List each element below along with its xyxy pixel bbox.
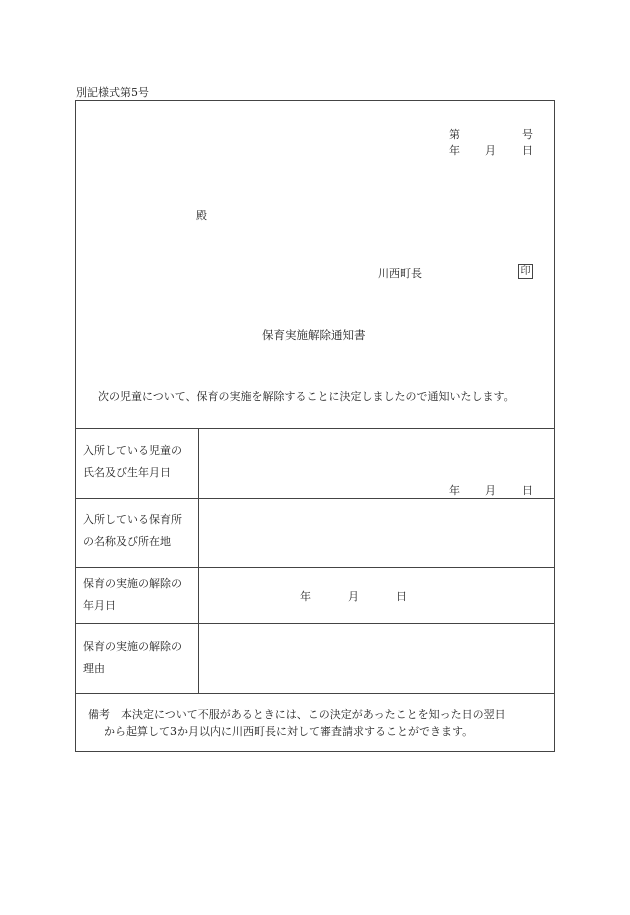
cancel-month: 月 xyxy=(348,590,359,603)
remarks-line1: 備考 本決定について不服があるときには、この決定があったことを知った日の翌日 xyxy=(88,708,506,721)
header-month: 月 xyxy=(485,144,496,157)
number-suffix: 号 xyxy=(522,128,533,141)
remarks-note xyxy=(88,706,506,740)
addressee-suffix: 殿 xyxy=(196,209,207,222)
row-nursery-label-line1: 入所している保育所 xyxy=(83,513,182,526)
header-year: 年 xyxy=(449,144,460,157)
number-prefix: 第 xyxy=(449,128,460,141)
table-top-border xyxy=(76,428,554,429)
table-bottom-border xyxy=(76,693,554,694)
cancel-day: 日 xyxy=(396,590,407,603)
row-nursery-label xyxy=(83,509,182,553)
birth-year: 年 xyxy=(449,484,460,497)
cancel-year: 年 xyxy=(300,590,311,603)
table-row-divider xyxy=(76,567,554,568)
birth-day: 日 xyxy=(522,484,533,497)
row-reason-label-line1: 保育の実施の解除の xyxy=(83,640,182,653)
row-cancel-date-label-line2: 年月日 xyxy=(83,599,116,612)
document-title: 保育実施解除通知書 xyxy=(262,328,366,342)
row-cancel-date-label xyxy=(83,573,182,617)
row-cancel-date-label-line1: 保育の実施の解除の xyxy=(83,577,182,590)
birth-month: 月 xyxy=(485,484,496,497)
remarks-line2: から起算して3か月以内に川西町長に対して審査請求することができます。 xyxy=(104,725,474,738)
row-reason-label-line2: 理由 xyxy=(83,662,105,675)
issuer-name: 川西町長 xyxy=(378,267,422,280)
row-child-label-line1: 入所している児童の xyxy=(83,444,182,457)
form-number-label: 別記様式第5号 xyxy=(76,86,149,99)
table-row-divider xyxy=(76,623,554,624)
header-day: 日 xyxy=(522,144,533,157)
notice-form-frame xyxy=(75,100,555,752)
row-child-label-line2: 氏名及び生年月日 xyxy=(83,466,171,479)
body-text: 次の児童について、保育の実施を解除することに決定しましたので通知いたします。 xyxy=(98,390,515,403)
row-reason-label xyxy=(83,636,182,680)
table-column-divider xyxy=(198,428,199,693)
table-row-divider xyxy=(76,498,554,499)
row-nursery-label-line2: の名称及び所在地 xyxy=(83,535,171,548)
row-child-label xyxy=(83,440,182,484)
seal-mark: 印 xyxy=(518,264,533,279)
